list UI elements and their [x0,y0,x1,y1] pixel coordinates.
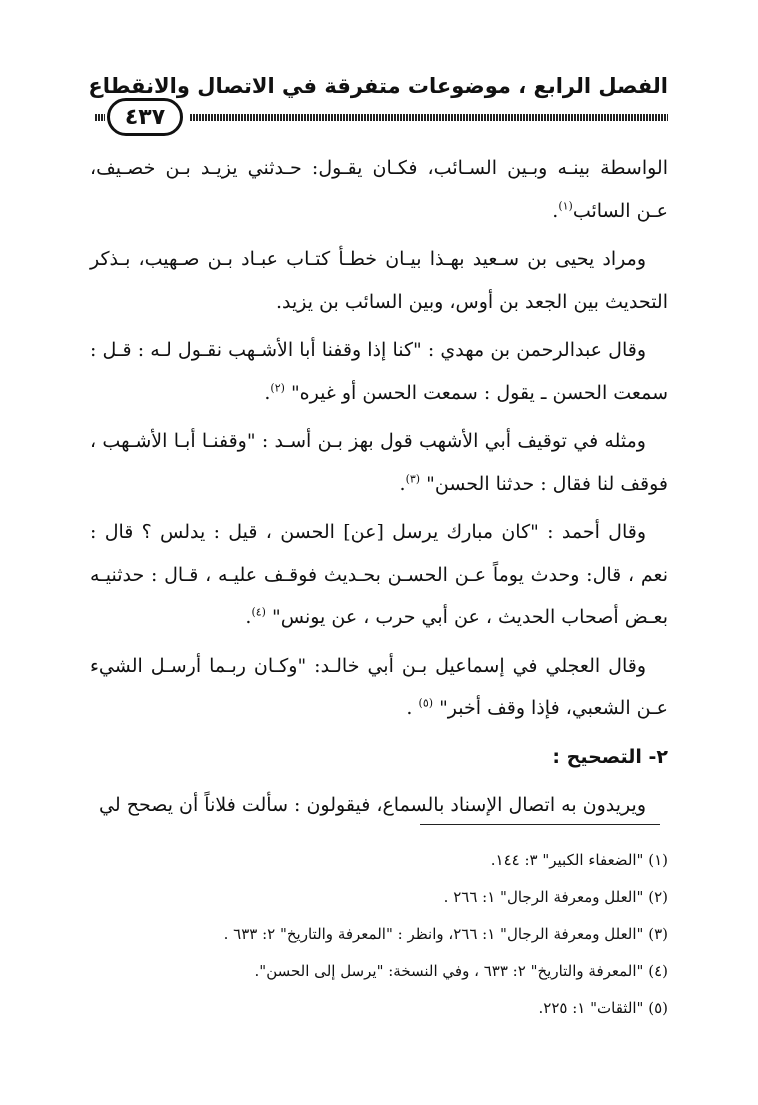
paragraph-7: ويريدون به اتصال الإسناد بالسماع، فيقولون : سألت فلاناً أن يصحح لي [99,794,646,816]
body-text [90,147,668,833]
footnote-1: (١) "الضعفاء الكبير" ٣: ١٤٤. [490,851,668,869]
paragraph-2: ومراد يحيى بن سـعيد بهـذا بيـان خطـأ كتـاب عبـاد بـن صـهيب، بـذكر التحديث بين الجعد بن أوس، وبين السائب بن يزيد. [90,248,668,313]
footnote-separator [420,824,660,825]
footnote-5: (٥) "الثقات" ١: ٢٢٥. [538,999,668,1017]
paragraph-6: وقال العجلي في إسماعيل بـن أبي خالـد: "وكـان ربـما أرسـل الشيء عـن الشعبي، فإذا وقف أخبر" $^{(٥)}$ . [90,654,668,719]
section-heading: ٢- التصحيح : [552,745,668,768]
paragraph-5: وقال أحمد : "كان مبارك يرسل [عن] الحسن ، قيل : يدلس ؟ قال : نعم ، قال: وحدث يوماً عـن الحسـن بحـديث فوقـف عليـه ، قـال : حدثنيـه بعـض أصحاب الحديث ، عن أبي حرب ، عن يونس" $^{(٤)}$. [90,521,668,628]
footnotes [100,842,668,1027]
footnote-ref-2: (٢) [270,381,285,395]
paragraph-3: وقال عبدالرحمن بن مهدي : "كنا إذا وقفنا أبا الأشـهب نقـول لـه : قـل : سمعت الحسن ـ يقول : سمعت الحسن أو غيره" $^{(٢)}$. [90,339,668,404]
header-rule-left [95,114,105,121]
footnote-ref-1: (١) [558,199,573,213]
footnote-3: (٣) "العلل ومعرفة الرجال" ١: ٢٦٦، وانظر : "المعرفة والتاريخ" ٢: ٦٣٣ . [223,925,668,943]
page-number: ٤٣٧ [107,98,183,136]
footnote-4: (٤) "المعرفة والتاريخ" ٢: ٦٣٣ ، وفي النسخة: "يرسل إلى الحسن". [254,962,668,980]
chapter-title: الفصل الرابع ، موضوعات متفرقة في الاتصال والانقطاع [88,74,668,98]
footnote-ref-5: (٥) [418,696,434,710]
running-header [88,70,668,130]
footnote-ref-3: (٣) [405,472,421,486]
header-rule [190,114,668,121]
paragraph-1: الواسطة بينـه وبـين السـائب، فكـان يقـول: حـدثني يزيـد بـن خصـيف، عـن السائب$^{(١)}$. [90,157,668,222]
footnote-ref-4: (٤) [251,605,266,619]
footnote-2: (٢) "العلل ومعرفة الرجال" ١: ٢٦٦ . [443,888,668,906]
paragraph-4: ومثله في توقيف أبي الأشهب قول بهز بـن أسـد : "وقفنـا أبـا الأشـهب ، فوقف لنا فقال : حدثنا الحسن" $^{(٣)}$. [90,430,668,495]
